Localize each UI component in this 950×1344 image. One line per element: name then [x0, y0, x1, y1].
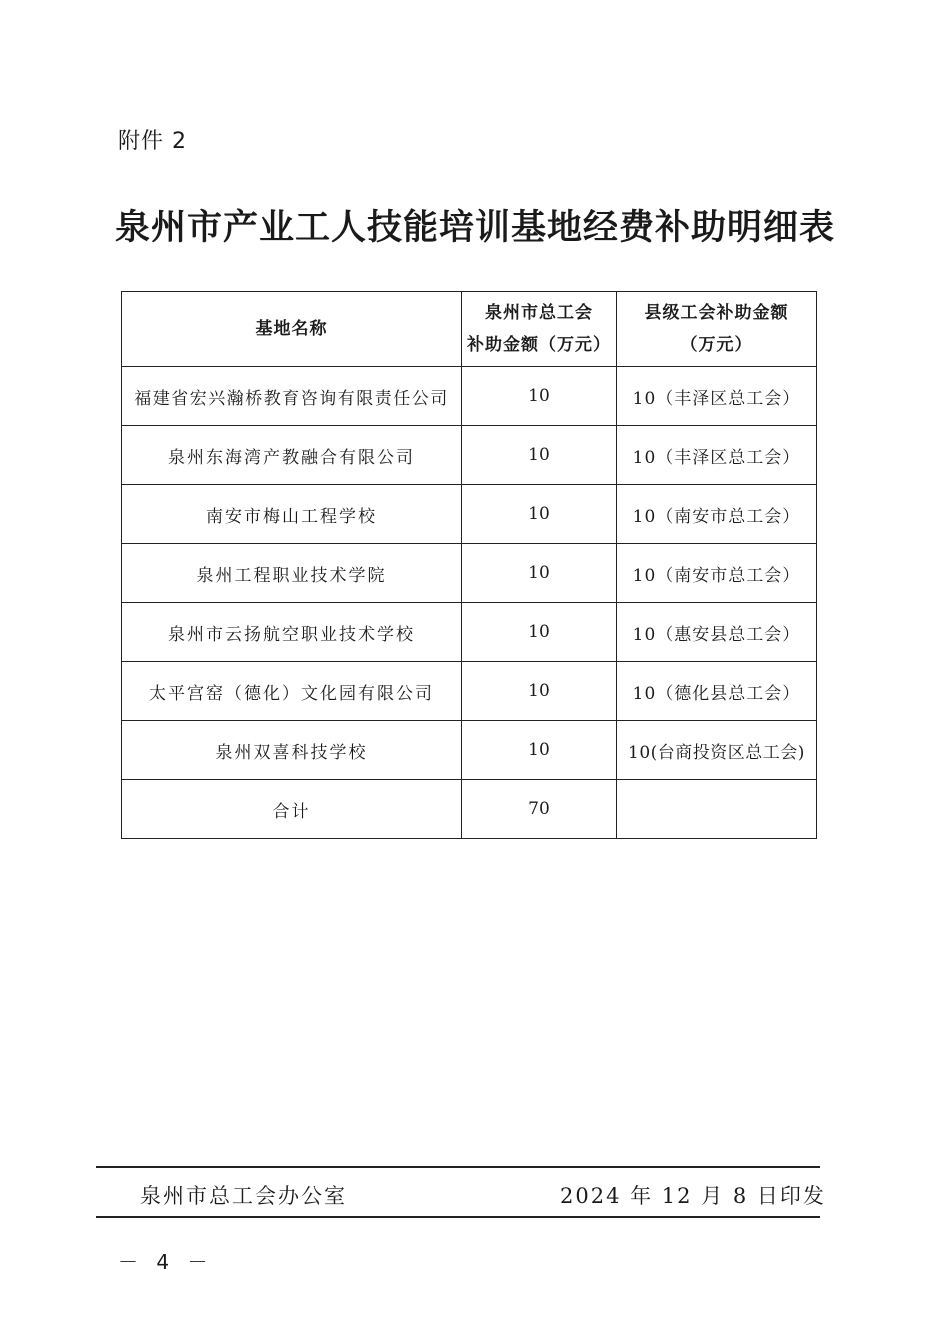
table-row — [122, 367, 817, 426]
footer-top-rule — [96, 1166, 820, 1168]
row-city-amount: 10 — [462, 603, 617, 662]
header-county-line1: 县级工会补助金额 — [644, 303, 789, 323]
row-county-amount: 10（惠安县总工会） — [617, 603, 817, 662]
table-row — [122, 662, 817, 721]
page-title: 泉州市产业工人技能培训基地经费补助明细表 — [114, 207, 835, 248]
footer-bottom-rule — [96, 1216, 820, 1218]
header-county-line2: （万元） — [680, 335, 753, 355]
row-name: 泉州工程职业技术学院 — [122, 544, 462, 603]
row-county-amount: 10（南安市总工会） — [617, 544, 817, 603]
header-city-line2: 补助金额（万元） — [467, 335, 611, 355]
row-county-amount: 10（南安市总工会） — [617, 485, 817, 544]
total-county-amount — [617, 780, 817, 839]
row-name: 福建省宏兴瀚桥教育咨询有限责任公司 — [122, 367, 462, 426]
table-row — [122, 603, 817, 662]
header-county-amount — [617, 292, 817, 367]
row-county-amount: 10(台商投资区总工会) — [617, 721, 817, 780]
table-row — [122, 721, 817, 780]
row-city-amount: 10 — [462, 662, 617, 721]
row-county-amount: 10（德化县总工会） — [617, 662, 817, 721]
page-number: － 4 － — [118, 1250, 214, 1274]
table-row — [122, 426, 817, 485]
row-name: 泉州市云扬航空职业技术学校 — [122, 603, 462, 662]
table-total-row — [122, 780, 817, 839]
row-name: 泉州双喜科技学校 — [122, 721, 462, 780]
table-row — [122, 485, 817, 544]
row-city-amount: 10 — [462, 426, 617, 485]
footer-issuer: 泉州市总工会办公室 — [140, 1184, 347, 1208]
row-city-amount: 10 — [462, 544, 617, 603]
header-name: 基地名称 — [122, 292, 462, 367]
row-name: 泉州东海湾产教融合有限公司 — [122, 426, 462, 485]
table-row — [122, 544, 817, 603]
total-city-amount: 70 — [462, 780, 617, 839]
row-county-amount: 10（丰泽区总工会） — [617, 426, 817, 485]
row-city-amount: 10 — [462, 721, 617, 780]
row-name: 南安市梅山工程学校 — [122, 485, 462, 544]
header-city-line1: 泉州市总工会 — [485, 303, 593, 323]
row-county-amount: 10（丰泽区总工会） — [617, 367, 817, 426]
header-city-amount — [462, 292, 617, 367]
table-header-row — [122, 292, 817, 367]
attachment-label: 附件 2 — [118, 129, 187, 154]
total-label: 合计 — [122, 780, 462, 839]
subsidy-table — [121, 291, 817, 839]
row-name: 太平宫窑（德化）文化园有限公司 — [122, 662, 462, 721]
row-city-amount: 10 — [462, 485, 617, 544]
row-city-amount: 10 — [462, 367, 617, 426]
footer-date: 2024 年 12 月 8 日印发 — [560, 1184, 826, 1208]
